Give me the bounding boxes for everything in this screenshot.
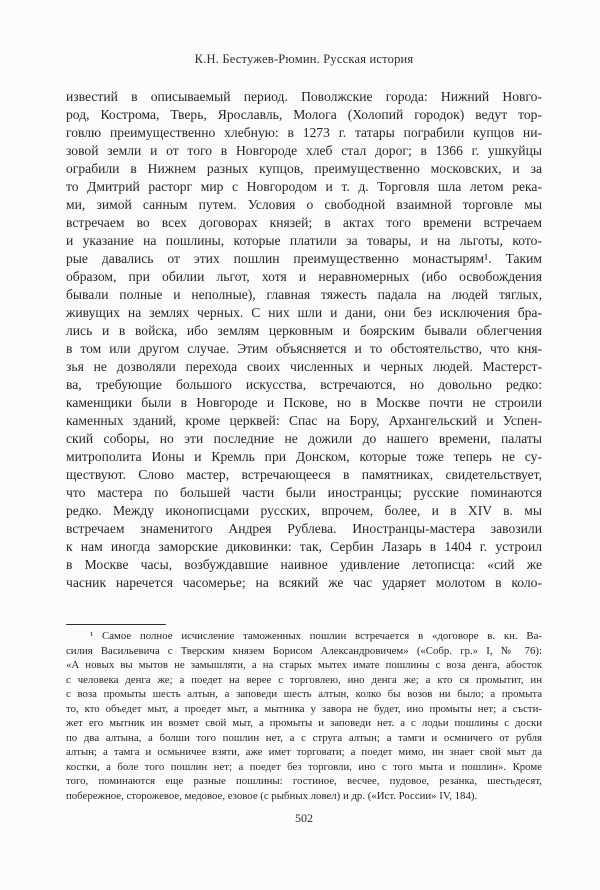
body-line: каменных зданий, кроме церквей: Спас на Бору, Архангельский и Успен- bbox=[66, 413, 542, 428]
footnote-line: побережное, сторожевое, медовое, езовое (с рыбных ловел) и др. («Ист. России» IV, 184). bbox=[66, 789, 478, 802]
footnote-line: с воза промыты шесть алтын, а заповеди шесть алтын, колко бы возов ни было; а промыта bbox=[66, 688, 542, 700]
body-line: рые давались от этих пошлин преимущественно монастырям¹. Таким bbox=[66, 251, 542, 266]
running-header: К.Н. Бестужев-Рюмин. Русская история bbox=[194, 52, 414, 66]
footnote-line: «А новых вы мытов не замышляти, а на старых мытех имате пошлины с воза денга, абосток bbox=[66, 659, 542, 671]
body-line: каменщики были в Новгороде и Пскове, но в Москве почти не строили bbox=[66, 395, 542, 410]
body-line: ский соборы, но эти последние не дожили до нашего времени, палаты bbox=[66, 431, 542, 446]
body-line: встречаем знаменитого Андрея Рублева. Иностранцы-мастера завозили bbox=[66, 521, 542, 536]
footnote bbox=[66, 629, 542, 803]
body-line: зья не дозволяли перехода своих численных и черных людей. Мастерст- bbox=[66, 359, 542, 374]
body-line: что мастера по большей части были иностранцы; русские поминаются bbox=[66, 485, 542, 500]
page-number: 502 bbox=[295, 811, 313, 825]
body-line: ми, зимой санным путем. Условия о свободной взаимной торговле мы bbox=[66, 197, 542, 212]
footnote-line: то, кто объедет мыт, а проедет мыт, а мытника у завора не будет, ино промыты нет; а състи- bbox=[66, 702, 542, 715]
body-line: редко. Между иконописцами русских, впрочем, более, и в XIV в. мы bbox=[66, 503, 542, 518]
footnote-line: силия Васильевича с Тверским князем Борисом Александровичем» («Собр. гр.» I, № 76): bbox=[66, 644, 542, 657]
footnote-line: жет его мытник ин возмет свой мыт, а промыты и заповеди нет. а с лодьи пошлины с доски bbox=[66, 717, 542, 729]
body-line: лись и в войска, ибо землям церковным и боярским бывали облегчения bbox=[66, 323, 542, 338]
body-line: в том или другом случае. Этим объясняется и то обстоятельство, что кня- bbox=[66, 341, 542, 356]
footnote-separator bbox=[66, 624, 166, 625]
body-line: встречаем во всех договорах князей; в актах того времени встречаем bbox=[66, 215, 542, 230]
body-line: ва, требующие большого искусства, встречаются, но довольно редко: bbox=[66, 377, 542, 392]
body-text bbox=[66, 88, 542, 592]
body-line: род, Кострома, Тверь, Ярославль, Молога (Холопий городок) ведут тор- bbox=[66, 107, 542, 122]
footnote-line: алтын; а тамга и осмьничее взяти, аже имет торговати; а поедет мимо, ин знает свой мыт да bbox=[66, 746, 542, 758]
body-line: то Дмитрий расторг мир с Новгородом и т. д. Торговля шла летом река- bbox=[66, 179, 542, 194]
footnote-line: того, поминаются еще разные пошлины: гостиное, весчее, пудовое, резанка, шестьдесят, bbox=[66, 775, 542, 787]
body-line: часник наречется часомерье; на всякий же час ударяет молотом в коло- bbox=[66, 575, 542, 590]
body-line: образом, при обилии льгот, хотя и неравномерных (ибо освобождения bbox=[66, 269, 542, 284]
body-line: ществуют. Слово мастер, встречающееся в памятниках, свидетельствует, bbox=[66, 467, 542, 482]
body-line: живущих на землях черных. С них шли и дани, они без исключения бра- bbox=[66, 305, 542, 320]
body-line: к нам иногда заморские диковинки: так, Сербин Лазарь в 1404 г. устроил bbox=[66, 539, 542, 554]
body-line: зовой земли и от того в Новгороде хлеб стал дорог; в 1366 г. ушкуйцы bbox=[66, 143, 542, 158]
body-line: известий в описываемый период. Поволжские города: Нижний Новго- bbox=[66, 89, 542, 104]
footnote-line: ¹ Самое полное исчисление таможенных пошлин встречается в «договоре в. кн. Ва- bbox=[90, 630, 542, 642]
body-line: и указание на пошлины, которые платили за товары, и на льготы, кото- bbox=[66, 233, 542, 248]
body-line: митрополита Ионы и Кремль при Донском, которые тоже теперь не су- bbox=[66, 449, 542, 464]
footnote-line: костки, а боле того пошлин нет; а поедет без торговли, ино с того мыта и пошлин». Кроме bbox=[66, 760, 542, 773]
footnote-line: по два алтына, а болши того пошлин нет, а с струга алтын; а тамги и осмничего от рубля bbox=[66, 731, 542, 744]
body-line: ограбили в Нижнем разных купцов, преимущественно московских, и за bbox=[66, 161, 542, 176]
footnote-line: с человека денга же; а поедет на верее с торговлею, ино денга же; а кто ся промытит, ин bbox=[66, 673, 542, 686]
body-line: говлю преимущественно хлебную: в 1273 г. татары пограбили купцов ни- bbox=[66, 125, 542, 140]
body-line: в Москве часы, возбуждавшие наивное удивление летописца: «сий же bbox=[66, 557, 542, 572]
body-line: бывали полные и неполные), главная тяжесть падала на людей тяглых, bbox=[66, 287, 542, 302]
